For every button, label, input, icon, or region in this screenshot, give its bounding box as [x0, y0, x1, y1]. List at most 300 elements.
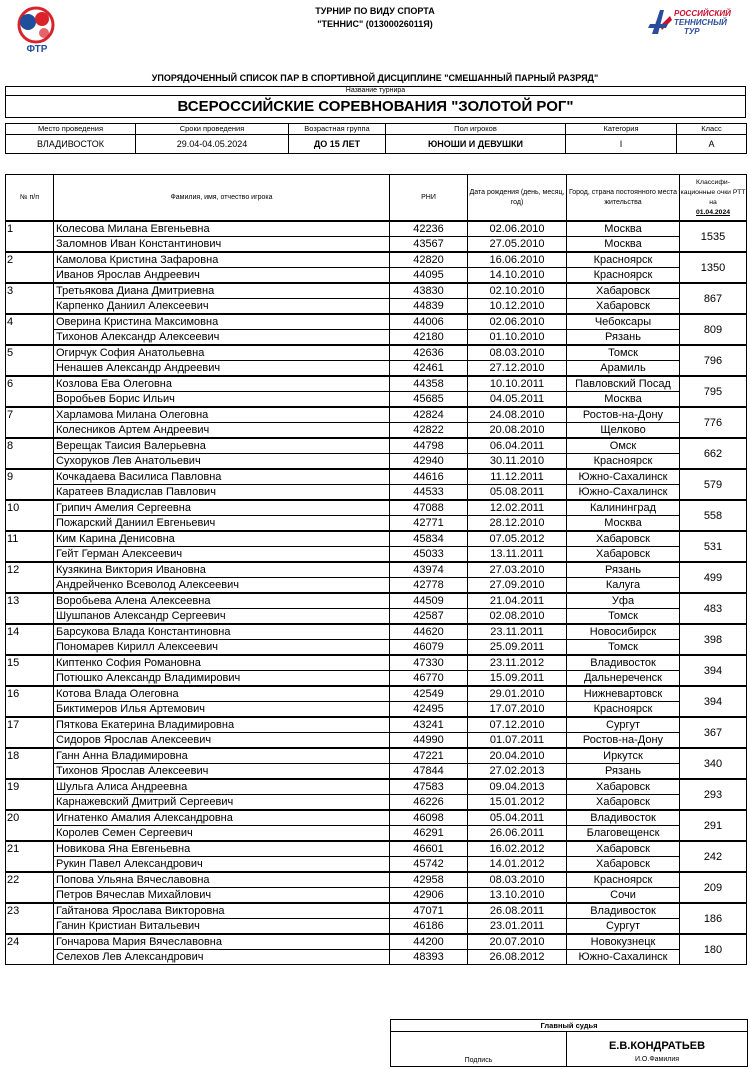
player-dob: 05.04.2011 — [468, 810, 567, 826]
rtt-logo — [648, 6, 744, 40]
chief-judge-label: Главный судья — [391, 1020, 748, 1032]
table-row — [6, 547, 747, 563]
pair-number: 20 — [6, 810, 54, 841]
player-city: Красноярск — [567, 872, 680, 888]
player-city: Южно-Сахалинск — [567, 469, 680, 485]
pair-number: 2 — [6, 252, 54, 283]
table-row — [6, 252, 747, 268]
pair-number: 18 — [6, 748, 54, 779]
table-row — [6, 733, 747, 749]
player-dob: 13.10.2010 — [468, 888, 567, 904]
pair-number: 9 — [6, 469, 54, 500]
table-row — [6, 392, 747, 408]
player-dob: 28.12.2010 — [468, 516, 567, 532]
info-value-class: А — [677, 135, 747, 154]
table-row — [6, 221, 747, 237]
judge-table — [390, 1019, 748, 1067]
player-rni: 46601 — [390, 841, 468, 857]
player-rni: 45685 — [390, 392, 468, 408]
player-name: Петров Вячеслав Михайлович — [54, 888, 390, 904]
player-rni: 42958 — [390, 872, 468, 888]
player-city: Ростов-на-Дону — [567, 733, 680, 749]
pair-points: 394 — [680, 655, 747, 686]
info-value-dates: 29.04-04.05.2024 — [136, 135, 289, 154]
player-city: Хабаровск — [567, 547, 680, 563]
player-rni: 44509 — [390, 593, 468, 609]
player-city: Калининград — [567, 500, 680, 516]
pairs-table — [5, 174, 747, 965]
table-row — [6, 469, 747, 485]
table-row — [6, 748, 747, 764]
player-city: Хабаровск — [567, 841, 680, 857]
player-name: Пономарев Кирилл Алексеевич — [54, 640, 390, 656]
rtt-logo-line3: ТУР — [684, 27, 700, 36]
player-city: Владивосток — [567, 903, 680, 919]
pair-points: 579 — [680, 469, 747, 500]
pair-points: 242 — [680, 841, 747, 872]
player-city: Рязань — [567, 330, 680, 346]
player-dob: 17.07.2010 — [468, 702, 567, 718]
sport-heading-line2: "ТЕННИС" (01300026011Я) — [317, 19, 433, 29]
player-city: Нижневартовск — [567, 686, 680, 702]
pair-points: 1535 — [680, 221, 747, 252]
player-dob: 07.12.2010 — [468, 717, 567, 733]
col-header-city: Город, страна постоянного места жительства — [567, 175, 680, 222]
player-rni: 44798 — [390, 438, 468, 454]
table-row — [6, 500, 747, 516]
pair-number: 14 — [6, 624, 54, 655]
player-name: Андрейченко Всеволод Алексеевич — [54, 578, 390, 594]
player-city: Иркутск — [567, 748, 680, 764]
player-dob: 14.10.2010 — [468, 268, 567, 284]
player-city: Рязань — [567, 562, 680, 578]
player-city: Уфа — [567, 593, 680, 609]
player-dob: 09.04.2013 — [468, 779, 567, 795]
list-title: УПОРЯДОЧЕННЫЙ СПИСОК ПАР В СПОРТИВНОЙ ДИСЦИПЛИНЕ "СМЕШАННЫЙ ПАРНЫЙ РАЗРЯД" — [151, 73, 599, 83]
pair-points: 398 — [680, 624, 747, 655]
player-name: Попова Ульяна Вячеславовна — [54, 872, 390, 888]
player-name: Заломнов Иван Константинович — [54, 237, 390, 253]
player-city: Благовещенск — [567, 826, 680, 842]
player-name: Ганн Анна Владимировна — [54, 748, 390, 764]
player-dob: 20.07.2010 — [468, 934, 567, 950]
player-name: Шульга Алиса Андреевна — [54, 779, 390, 795]
player-name: Пяткова Екатерина Владимировна — [54, 717, 390, 733]
player-rni: 42906 — [390, 888, 468, 904]
pair-points: 531 — [680, 531, 747, 562]
player-rni: 43567 — [390, 237, 468, 253]
player-city: Новокузнецк — [567, 934, 680, 950]
player-rni: 46770 — [390, 671, 468, 687]
pair-number: 24 — [6, 934, 54, 965]
player-city: Томск — [567, 640, 680, 656]
player-city: Владивосток — [567, 655, 680, 671]
player-dob: 14.01.2012 — [468, 857, 567, 873]
player-rni: 44095 — [390, 268, 468, 284]
player-name: Новикова Яна Евгеньевна — [54, 841, 390, 857]
table-row — [6, 655, 747, 671]
player-city: Москва — [567, 237, 680, 253]
player-rni: 44200 — [390, 934, 468, 950]
player-rni: 45742 — [390, 857, 468, 873]
player-dob: 13.11.2011 — [468, 547, 567, 563]
col-header-points — [680, 175, 747, 222]
player-rni: 42549 — [390, 686, 468, 702]
player-city: Дальнереченск — [567, 671, 680, 687]
player-dob: 02.06.2010 — [468, 314, 567, 330]
pair-number: 7 — [6, 407, 54, 438]
player-dob: 02.08.2010 — [468, 609, 567, 625]
info-label-venue: Место проведения — [6, 124, 136, 135]
pair-points: 180 — [680, 934, 747, 965]
pair-points: 186 — [680, 903, 747, 934]
player-name: Иванов Ярослав Андреевич — [54, 268, 390, 284]
player-city: Хабаровск — [567, 857, 680, 873]
pair-number: 3 — [6, 283, 54, 314]
player-name: Киптенко София Романовна — [54, 655, 390, 671]
table-row — [6, 624, 747, 640]
player-rni: 44533 — [390, 485, 468, 501]
player-dob: 10.10.2011 — [468, 376, 567, 392]
table-row — [6, 376, 747, 392]
pair-number: 10 — [6, 500, 54, 531]
player-rni: 46291 — [390, 826, 468, 842]
player-rni: 44620 — [390, 624, 468, 640]
table-row — [6, 423, 747, 439]
table-row — [6, 702, 747, 718]
rtt-logo-line1: РОССИЙСКИЙ — [674, 9, 731, 18]
player-rni: 44006 — [390, 314, 468, 330]
player-rni: 47071 — [390, 903, 468, 919]
player-city: Сургут — [567, 717, 680, 733]
player-name: Козлова Ева Олеговна — [54, 376, 390, 392]
table-row — [6, 872, 747, 888]
player-name: Оверина Кристина Максимовна — [54, 314, 390, 330]
player-city: Хабаровск — [567, 283, 680, 299]
player-city: Щелково — [567, 423, 680, 439]
pair-number: 5 — [6, 345, 54, 376]
pair-points: 558 — [680, 500, 747, 531]
player-rni: 42636 — [390, 345, 468, 361]
player-name: Игнатенко Амалия Александровна — [54, 810, 390, 826]
table-row — [6, 237, 747, 253]
player-name: Грипич Амелия Сергеевна — [54, 500, 390, 516]
pair-number: 21 — [6, 841, 54, 872]
player-name: Королев Семен Сергеевич — [54, 826, 390, 842]
pair-points: 291 — [680, 810, 747, 841]
ftr-logo — [6, 5, 68, 55]
player-name: Кочкадаева Василиса Павловна — [54, 469, 390, 485]
table-row — [6, 593, 747, 609]
player-dob: 12.02.2011 — [468, 500, 567, 516]
table-row — [6, 841, 747, 857]
player-city: Новосибирск — [567, 624, 680, 640]
table-row — [6, 361, 747, 377]
table-row — [6, 717, 747, 733]
player-dob: 27.03.2010 — [468, 562, 567, 578]
signature-cell — [391, 1032, 567, 1067]
player-name: Карнажевский Дмитрий Сергеевич — [54, 795, 390, 811]
player-rni: 45834 — [390, 531, 468, 547]
player-rni: 47088 — [390, 500, 468, 516]
player-name: Верещак Таисия Валерьевна — [54, 438, 390, 454]
table-row — [6, 903, 747, 919]
ftr-logo-text: ФТР — [26, 44, 48, 55]
player-name: Карпенко Даниил Алексеевич — [54, 299, 390, 315]
tournament-name-table — [5, 86, 746, 118]
tournament-caption: Название турнира — [6, 87, 746, 96]
player-dob: 02.10.2010 — [468, 283, 567, 299]
info-value-gender: ЮНОШИ И ДЕВУШКИ — [386, 135, 566, 154]
tournament-name: ВСЕРОССИЙСКИЕ СОРЕВНОВАНИЯ "ЗОЛОТОЙ РОГ" — [6, 96, 746, 118]
player-rni: 46098 — [390, 810, 468, 826]
pair-points: 662 — [680, 438, 747, 469]
table-row — [6, 531, 747, 547]
player-name: Тихонов Александр Алексеевич — [54, 330, 390, 346]
player-dob: 16.06.2010 — [468, 252, 567, 268]
pair-number: 8 — [6, 438, 54, 469]
pair-points: 209 — [680, 872, 747, 903]
player-rni: 42587 — [390, 609, 468, 625]
player-name: Ганин Кристиан Витальевич — [54, 919, 390, 935]
player-name: Гайтанова Ярослава Викторовна — [54, 903, 390, 919]
col-header-points-date: 01.04.2024 — [695, 208, 731, 216]
player-city: Хабаровск — [567, 299, 680, 315]
pair-number: 23 — [6, 903, 54, 934]
player-dob: 24.08.2010 — [468, 407, 567, 423]
player-dob: 25.09.2011 — [468, 640, 567, 656]
player-dob: 02.06.2010 — [468, 221, 567, 237]
player-name: Третьякова Диана Дмитриевна — [54, 283, 390, 299]
table-row — [6, 268, 747, 284]
player-rni: 47583 — [390, 779, 468, 795]
player-city: Хабаровск — [567, 531, 680, 547]
table-row — [6, 485, 747, 501]
tournament-info-table — [5, 123, 747, 154]
player-dob: 29.01.2010 — [468, 686, 567, 702]
info-value-category: I — [566, 135, 677, 154]
player-city: Южно-Сахалинск — [567, 950, 680, 965]
pair-number: 19 — [6, 779, 54, 810]
player-dob: 11.12.2011 — [468, 469, 567, 485]
player-name: Ненашев Александр Андреевич — [54, 361, 390, 377]
pair-number: 4 — [6, 314, 54, 345]
player-name: Рукин Павел Александрович — [54, 857, 390, 873]
player-rni: 46226 — [390, 795, 468, 811]
table-row — [6, 516, 747, 532]
table-row — [6, 919, 747, 935]
player-name: Сидоров Ярослав Алексеевич — [54, 733, 390, 749]
player-rni: 42822 — [390, 423, 468, 439]
player-rni: 47844 — [390, 764, 468, 780]
player-rni: 46186 — [390, 919, 468, 935]
player-dob: 08.03.2010 — [468, 872, 567, 888]
pair-points: 795 — [680, 376, 747, 407]
player-city: Томск — [567, 345, 680, 361]
player-name: Барсукова Влада Константиновна — [54, 624, 390, 640]
player-city: Калуга — [567, 578, 680, 594]
player-city: Рязань — [567, 764, 680, 780]
judge-name-caption: И.О.Фамилия — [634, 1056, 680, 1063]
table-row — [6, 826, 747, 842]
info-label-category: Категория — [566, 124, 677, 135]
player-rni: 46079 — [390, 640, 468, 656]
player-dob: 08.03.2010 — [468, 345, 567, 361]
table-row — [6, 950, 747, 965]
player-dob: 23.01.2011 — [468, 919, 567, 935]
info-value-age: ДО 15 ЛЕТ — [289, 135, 386, 154]
player-city: Красноярск — [567, 454, 680, 470]
info-label-age: Возрастная группа — [289, 124, 386, 135]
player-dob: 01.10.2010 — [468, 330, 567, 346]
player-name: Воробьева Алена Алексеевна — [54, 593, 390, 609]
player-rni: 48393 — [390, 950, 468, 965]
player-name: Колесников Артем Андреевич — [54, 423, 390, 439]
table-row — [6, 671, 747, 687]
table-row — [6, 578, 747, 594]
player-city: Красноярск — [567, 702, 680, 718]
player-rni: 44839 — [390, 299, 468, 315]
player-name: Селехов Лев Александрович — [54, 950, 390, 965]
player-rni: 47221 — [390, 748, 468, 764]
rtt-logo-line2: ТЕННИСНЫЙ — [674, 18, 727, 27]
table-row — [6, 640, 747, 656]
player-dob: 20.04.2010 — [468, 748, 567, 764]
table-row — [6, 686, 747, 702]
table-row — [6, 888, 747, 904]
sport-heading — [230, 5, 520, 31]
player-city: Чебоксары — [567, 314, 680, 330]
player-rni: 45033 — [390, 547, 468, 563]
player-dob: 15.01.2012 — [468, 795, 567, 811]
table-row — [6, 779, 747, 795]
judge-name-cell — [567, 1032, 748, 1067]
player-dob: 26.08.2011 — [468, 903, 567, 919]
table-row — [6, 330, 747, 346]
pair-number: 12 — [6, 562, 54, 593]
judge-name: Е.В.КОНДРАТЬЕВ — [608, 1040, 706, 1052]
col-header-points-label: Классифи-кационные очки РТТ на — [680, 178, 746, 206]
player-name: Котова Влада Олеговна — [54, 686, 390, 702]
player-dob: 01.07.2011 — [468, 733, 567, 749]
player-dob: 27.09.2010 — [468, 578, 567, 594]
player-city: Томск — [567, 609, 680, 625]
player-city: Павловский Посад — [567, 376, 680, 392]
player-rni: 47330 — [390, 655, 468, 671]
pair-points: 867 — [680, 283, 747, 314]
player-name: Каратеев Владислав Павлович — [54, 485, 390, 501]
info-value-venue: ВЛАДИВОСТОК — [6, 135, 136, 154]
player-name: Харламова Милана Олеговна — [54, 407, 390, 423]
player-city: Арамиль — [567, 361, 680, 377]
player-rni: 42180 — [390, 330, 468, 346]
info-label-gender: Пол игроков — [386, 124, 566, 135]
player-dob: 05.08.2011 — [468, 485, 567, 501]
player-name: Воробьев Борис Ильич — [54, 392, 390, 408]
pair-number: 11 — [6, 531, 54, 562]
player-dob: 10.12.2010 — [468, 299, 567, 315]
player-rni: 44358 — [390, 376, 468, 392]
player-rni: 42236 — [390, 221, 468, 237]
player-dob: 26.06.2011 — [468, 826, 567, 842]
player-rni: 43974 — [390, 562, 468, 578]
player-city: Омск — [567, 438, 680, 454]
player-name: Биктимеров Илья Артемович — [54, 702, 390, 718]
pair-number: 6 — [6, 376, 54, 407]
player-name: Камолова Кристина Зафаровна — [54, 252, 390, 268]
player-city: Сочи — [567, 888, 680, 904]
pair-number: 16 — [6, 686, 54, 717]
player-name: Сухоруков Лев Анатольевич — [54, 454, 390, 470]
col-header-dob: Дата рождения (день, месяц, год) — [468, 175, 567, 222]
table-row — [6, 314, 747, 330]
player-name: Колесова Милана Евгеньевна — [54, 221, 390, 237]
table-row — [6, 562, 747, 578]
player-dob: 23.11.2011 — [468, 624, 567, 640]
pair-points: 1350 — [680, 252, 747, 283]
info-label-class: Класс — [677, 124, 747, 135]
player-city: Хабаровск — [567, 779, 680, 795]
table-row — [6, 454, 747, 470]
table-row — [6, 764, 747, 780]
player-city: Южно-Сахалинск — [567, 485, 680, 501]
player-name: Огирчук София Анатольевна — [54, 345, 390, 361]
player-city: Красноярск — [567, 268, 680, 284]
player-dob: 27.02.2013 — [468, 764, 567, 780]
player-city: Ростов-на-Дону — [567, 407, 680, 423]
table-row — [6, 407, 747, 423]
pair-points: 809 — [680, 314, 747, 345]
player-city: Хабаровск — [567, 795, 680, 811]
player-dob: 21.04.2011 — [468, 593, 567, 609]
player-rni: 42771 — [390, 516, 468, 532]
player-dob: 30.11.2010 — [468, 454, 567, 470]
player-dob: 04.05.2011 — [468, 392, 567, 408]
player-dob: 20.08.2010 — [468, 423, 567, 439]
player-rni: 42940 — [390, 454, 468, 470]
player-city: Сургут — [567, 919, 680, 935]
pair-number: 1 — [6, 221, 54, 252]
table-row — [6, 299, 747, 315]
player-city: Владивосток — [567, 810, 680, 826]
player-rni: 43241 — [390, 717, 468, 733]
pair-points: 796 — [680, 345, 747, 376]
player-dob: 07.05.2012 — [468, 531, 567, 547]
player-name: Кузякина Виктория Ивановна — [54, 562, 390, 578]
player-dob: 15.09.2011 — [468, 671, 567, 687]
col-header-no: № п/п — [6, 175, 54, 222]
signature-label: Подпись — [464, 1057, 493, 1064]
pair-points: 394 — [680, 686, 747, 717]
pair-points: 499 — [680, 562, 747, 593]
player-rni: 44990 — [390, 733, 468, 749]
pair-points: 293 — [680, 779, 747, 810]
player-name: Потюшко Александр Владимирович — [54, 671, 390, 687]
player-dob: 26.08.2012 — [468, 950, 567, 965]
player-dob: 27.05.2010 — [468, 237, 567, 253]
sport-heading-line1: ТУРНИР ПО ВИДУ СПОРТА — [315, 6, 435, 16]
player-rni: 42778 — [390, 578, 468, 594]
player-dob: 16.02.2012 — [468, 841, 567, 857]
table-row — [6, 810, 747, 826]
player-rni: 42820 — [390, 252, 468, 268]
player-name: Гейт Герман Алексеевич — [54, 547, 390, 563]
table-row — [6, 609, 747, 625]
col-header-name: Фамилия, имя, отчество игрока — [54, 175, 390, 222]
pair-number: 15 — [6, 655, 54, 686]
pair-points: 367 — [680, 717, 747, 748]
table-row — [6, 345, 747, 361]
